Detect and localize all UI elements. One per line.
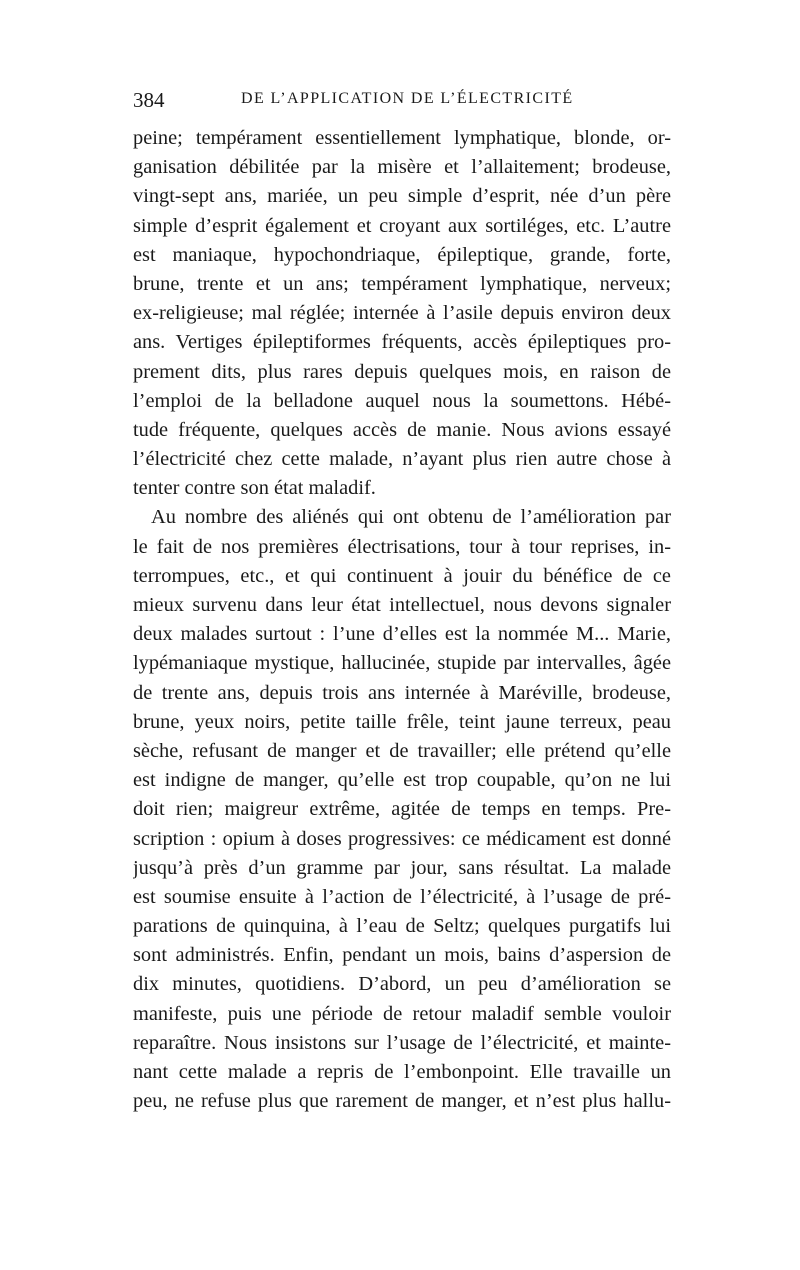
running-head (133, 88, 671, 120)
text-line: peine; tempérament essentiellement lymphatique, blonde, or- (133, 127, 671, 149)
text-line: lypémaniaque mystique, hallucinée, stupide par intervalles, âgée (133, 652, 671, 675)
text-line: l’emploi de la belladone auquel nous la soumettons. Hébé- (133, 389, 671, 412)
text-line: Au nombre des aliénés qui ont obtenu de l’amélioration par (151, 506, 671, 529)
text-line: tude fréquente, quelques accès de manie. Nous avions essayé (133, 418, 671, 441)
text-line: brune, trente et un ans; tempérament lymphatique, nerveux; (133, 272, 671, 295)
paragraph-2 (133, 503, 671, 1116)
text-line: est maniaque, hypochondriaque, épileptique, grande, forte, (133, 243, 671, 266)
text-line: ganisation débilitée par la misère et l’allaitement; brodeuse, (133, 156, 671, 179)
text-line: tenter contre son état maladif. (133, 477, 376, 500)
text-line: ans. Vertiges épileptiformes fréquents, accès épileptiques pro- (133, 331, 671, 354)
text-line: sèche, refusant de manger et de travailler; elle prétend qu’elle (133, 739, 671, 762)
text-line: le fait de nos premières électrisations, tour à tour reprises, in- (133, 535, 671, 558)
text-line: dix minutes, quotidiens. D’abord, un peu d’amélioration se (133, 973, 671, 996)
text-line: jusqu’à près d’un gramme par jour, sans résultat. La malade (133, 856, 671, 879)
text-line: manifeste, puis une période de retour maladif semble vouloir (133, 1002, 671, 1025)
text-line: est soumise ensuite à l’action de l’électricité, à l’usage de pré- (133, 885, 671, 908)
text-line: de trente ans, depuis trois ans internée à Maréville, brodeuse, (133, 681, 671, 704)
text-line: simple d’esprit également et croyant aux sortiléges, etc. L’autre (133, 214, 671, 237)
page-number: 384 (133, 88, 165, 112)
text-line: vingt-sept ans, mariée, un peu simple d’esprit, née d’un père (133, 185, 671, 208)
text-line: doit rien; maigreur extrême, agitée de temps en temps. Pre- (133, 798, 671, 821)
book-page (133, 88, 671, 1116)
text-line: reparaître. Nous insistons sur l’usage de l’électricité, et mainte- (133, 1031, 671, 1054)
text-line: est indigne de manger, qu’elle est trop coupable, qu’on ne lui (133, 769, 671, 792)
text-line: parations de quinquina, à l’eau de Seltz; quelques purgatifs lui (133, 915, 671, 938)
text-line: prement dits, plus rares depuis quelques mois, en raison de (133, 360, 671, 383)
text-line: brune, yeux noirs, petite taille frêle, teint jaune terreux, peau (133, 710, 671, 733)
text-line: terrompues, etc., et qui continuent à jouir du bénéfice de ce (133, 564, 671, 587)
text-line: l’électricité chez cette malade, n’ayant plus rien autre chose à (133, 448, 671, 471)
body-text (133, 124, 671, 1116)
running-title: DE L’APPLICATION DE L’ÉLECTRICITÉ (241, 90, 574, 107)
text-line: peu, ne refuse plus que rarement de manger, et n’est plus hallu- (133, 1090, 671, 1113)
text-line: mieux survenu dans leur état intellectuel, nous devons signaler (133, 594, 671, 616)
text-line: ex-religieuse; mal réglée; internée à l’asile depuis environ deux (133, 302, 671, 325)
text-line: sont administrés. Enfin, pendant un mois, bains d’aspersion de (133, 944, 671, 967)
text-line: scription : opium à doses progressives: ce médicament est donné (133, 827, 671, 850)
text-line: deux malades surtout : l’une d’elles est la nommée M... Marie, (133, 623, 671, 646)
paragraph-1 (133, 124, 671, 503)
text-line: nant cette malade a repris de l’embonpoint. Elle travaille un (133, 1061, 671, 1083)
